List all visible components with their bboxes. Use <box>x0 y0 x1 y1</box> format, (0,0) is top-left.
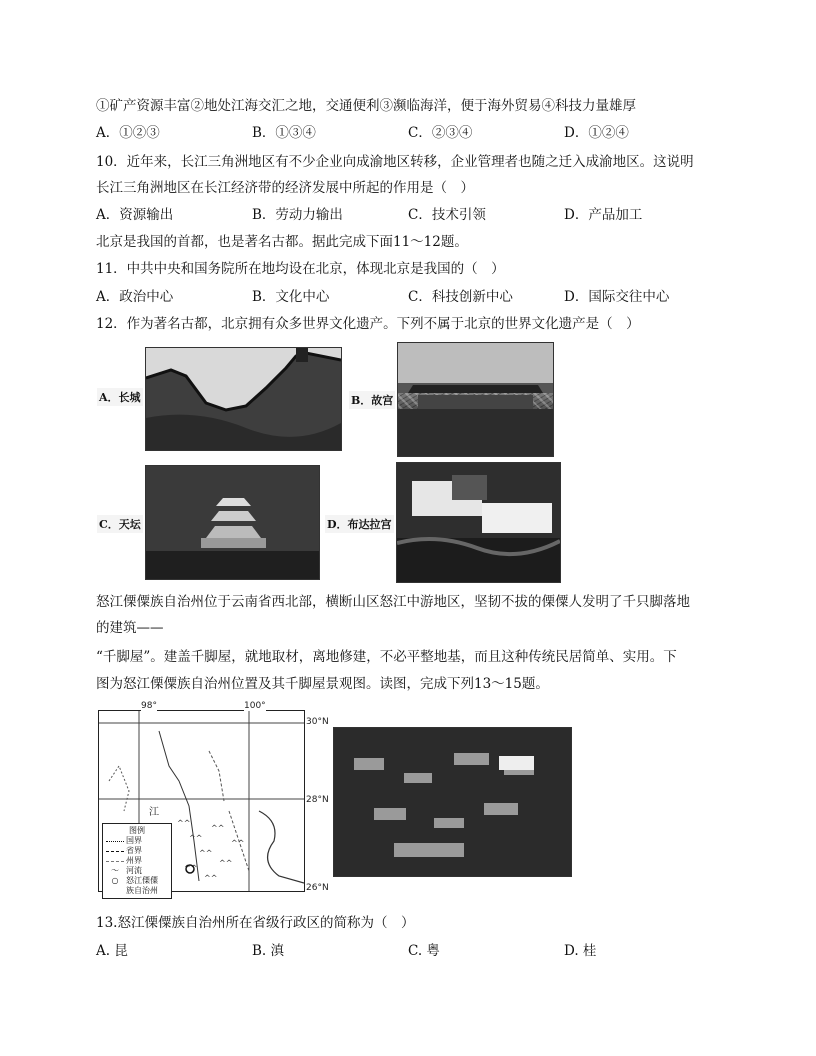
picture-a-label: A．长城 <box>97 388 143 406</box>
river-icon: 〜 <box>111 866 119 875</box>
q11-choice-c[interactable]: C．科技创新中心 <box>408 289 513 305</box>
q9-choice-d[interactable]: D．①②④ <box>564 125 629 141</box>
legend-river: 河流 <box>126 866 142 875</box>
q9-choice-a[interactable]: A．①②③ <box>96 125 160 141</box>
legend-nujiang-2: 族自治州 <box>126 886 158 895</box>
q10-stem-line1: 10．近年来，长江三角洲地区有不少企业向成渝地区转移，企业管理者也随之迁入成渝地区。这说明 <box>96 154 694 170</box>
lat-label-26: 26°N <box>306 883 329 893</box>
potala-palace-photo[interactable] <box>396 462 561 583</box>
lon-label-98: 98° <box>141 701 157 711</box>
q9-statements: ①矿产资源丰富②地处江海交汇之地，交通便利③濒临海洋，便于海外贸易④科技力量雄厚 <box>96 98 636 114</box>
temple-of-heaven-photo[interactable] <box>145 465 320 580</box>
q11-choice-b[interactable]: B．文化中心 <box>252 289 330 305</box>
svg-text:^^: ^^ <box>189 834 203 843</box>
great-wall-drawing <box>146 348 341 450</box>
lon-label-100: 100° <box>244 701 266 711</box>
q13-choice-c[interactable]: C. 粤 <box>408 943 440 959</box>
intro-13-15-line3: “千脚屋”。建盖千脚屋，就地取材，离地修建，不必平整地基，而且这种传统民居简单、实用。下 <box>96 649 677 665</box>
intro-13-15-line4: 图为怒江傈僳族自治州位置及其千脚屋景观图。读图，完成下列13～15题。 <box>96 676 549 692</box>
legend-national-border: 国界 <box>126 836 142 845</box>
intro-11-12: 北京是我国的首都，也是著名古都。据此完成下面11～12题。 <box>96 234 468 250</box>
svg-text:^^: ^^ <box>204 874 218 883</box>
nujiang-location-map <box>98 701 329 895</box>
q10-choice-d[interactable]: D．产品加工 <box>564 207 643 223</box>
stilt-house-landscape-photo[interactable] <box>333 727 572 877</box>
map-legend <box>102 823 172 899</box>
lat-label-30: 30°N <box>306 717 329 727</box>
picture-b-label: B．故宫 <box>349 391 395 409</box>
legend-nujiang-1: 怒江傈僳 <box>126 876 158 885</box>
border-line-icon <box>106 841 124 842</box>
picture-c-label: C．天坛 <box>97 515 143 533</box>
legend-title: 图例 <box>129 826 145 835</box>
q10-choice-b[interactable]: B．劳动力输出 <box>252 207 343 223</box>
q10-choice-a[interactable]: A．资源输出 <box>96 207 174 223</box>
stilt-house-drawing <box>334 728 571 876</box>
q13-choice-a[interactable]: A. 昆 <box>96 943 128 959</box>
lat-label-28: 28°N <box>306 795 329 805</box>
prefecture-circle-icon: ○ <box>111 876 119 885</box>
forbidden-city-photo[interactable] <box>397 342 554 457</box>
q9-choice-c[interactable]: C．②③④ <box>408 125 473 141</box>
q9-choice-b[interactable]: B．①③④ <box>252 125 316 141</box>
q12-stem: 12．作为著名古都，北京拥有众多世界文化遗产。下列不属于北京的世界文化遗产是（ ） <box>96 316 640 332</box>
potala-palace-drawing <box>397 463 560 582</box>
intro-13-15-line2: 的建筑—— <box>96 620 164 636</box>
forbidden-city-drawing <box>398 343 553 456</box>
legend-prefecture-border: 州界 <box>126 856 142 865</box>
temple-of-heaven-drawing <box>146 466 319 579</box>
q11-stem: 11．中共中央和国务院所在地均设在北京，体现北京是我国的（ ） <box>96 261 505 277</box>
svg-text:^^: ^^ <box>199 849 213 858</box>
svg-text:^^: ^^ <box>219 859 233 868</box>
svg-text:^^: ^^ <box>231 839 245 848</box>
q13-choice-d[interactable]: D. 桂 <box>564 943 597 959</box>
q11-choice-d[interactable]: D．国际交往中心 <box>564 289 670 305</box>
intro-13-15-line1: 怒江傈僳族自治州位于云南省西北部，横断山区怒江中游地区，坚韧不拔的傈僳人发明了千只脚落地 <box>96 594 690 610</box>
q11-choice-a[interactable]: A．政治中心 <box>96 289 174 305</box>
great-wall-photo[interactable] <box>145 347 342 451</box>
q10-choice-c[interactable]: C．技术引领 <box>408 207 486 223</box>
picture-d-label: D．布达拉宫 <box>325 515 394 533</box>
svg-text:^^: ^^ <box>211 824 225 833</box>
q13-stem: 13.怒江傈僳族自治州所在省级行政区的简称为（ ） <box>96 915 415 931</box>
legend-province-border: 省界 <box>126 846 142 855</box>
province-line-icon <box>106 851 124 852</box>
svg-text:^^: ^^ <box>184 864 198 873</box>
q10-stem-line2: 长江三角洲地区在长江经济带的经济发展中所起的作用是（ ） <box>96 180 474 196</box>
prefecture-line-icon <box>106 861 124 862</box>
q13-choice-b[interactable]: B. 滇 <box>252 943 285 959</box>
svg-text:^^: ^^ <box>177 819 191 828</box>
river-label: 江 <box>149 807 159 818</box>
